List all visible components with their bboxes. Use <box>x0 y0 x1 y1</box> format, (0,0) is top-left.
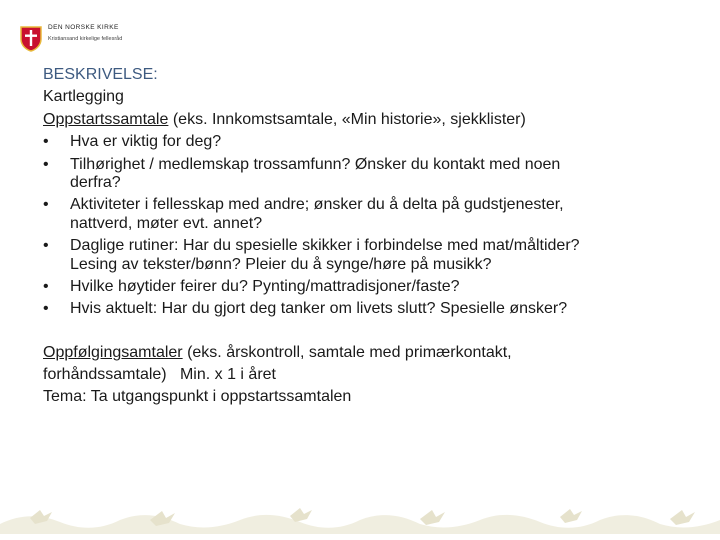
list-item <box>43 133 683 151</box>
list-item <box>43 278 683 296</box>
bullet-icon: • <box>43 237 49 255</box>
list-item <box>43 300 683 318</box>
bullet-icon: • <box>43 277 49 295</box>
description-label: BESKRIVELSE: <box>43 66 158 83</box>
list-item-text: Daglige rutiner: Har du spesielle skikker i forbindelse med mat/måltider? Lesing av tekster/bønn? Pleier du å synge/høre på musikk? <box>70 237 580 273</box>
list-item-text: Hvis aktuelt: Har du gjort deg tanker om livets slutt? Spesielle ønsker? <box>70 300 568 318</box>
organization-subtitle: Kristiansand kirkelige fellesråd <box>48 36 123 43</box>
list-item-text: Aktiviteter i fellesskap med andre; ønsker du å delta på gudstjenester, nattverd, møter evt. annet? <box>70 196 564 232</box>
section-oppfolgingsamtaler-line2: forhåndssamtale) Min. x 1 i året <box>43 366 276 384</box>
section-oppfolgingsamtaler-theme: Tema: Ta utgangspunkt i oppstartssamtalen <box>43 388 352 406</box>
section-oppfolgingsamtaler-description: (eks. årskontroll, samtale med primærkontakt, <box>182 343 512 361</box>
bullet-icon: • <box>43 196 49 214</box>
decorative-dove-border-icon <box>0 500 720 534</box>
header <box>20 24 122 52</box>
section-title-oppfolgingsamtaler: Oppfølgingsamtaler <box>43 343 183 361</box>
section-oppstartssamtale-description: (eks. Innkomstsamtale, «Min historie», sjekklister) <box>168 110 526 128</box>
list-item-text: Tilhørighet / medlemskap trossamfunn? Ønsker du kontakt med noen derfra? <box>70 155 561 191</box>
list-item <box>43 156 683 193</box>
bullet-list <box>43 133 683 319</box>
spacer <box>43 323 683 344</box>
list-item <box>43 196 683 233</box>
bullet-icon: • <box>43 300 49 318</box>
list-item-text: Hvilke høytider feirer du? Pynting/mattradisjoner/faste? <box>70 277 460 295</box>
church-logo-icon <box>20 26 42 52</box>
bullet-icon: • <box>43 133 49 151</box>
list-item <box>43 237 683 274</box>
section-title-kartlegging: Kartlegging <box>43 88 124 106</box>
section-oppfolgingsamtaler <box>43 344 683 362</box>
organization-name-block <box>48 24 122 43</box>
bullet-icon: • <box>43 155 49 173</box>
slide-content <box>43 66 683 411</box>
organization-name: DEN NORSKE KIRKE <box>48 24 119 31</box>
list-item-text: Hva er viktig for deg? <box>70 133 222 151</box>
section-title-oppstartssamtale: Oppstartssamtale <box>43 110 169 128</box>
section-oppstartssamtale <box>43 111 683 129</box>
